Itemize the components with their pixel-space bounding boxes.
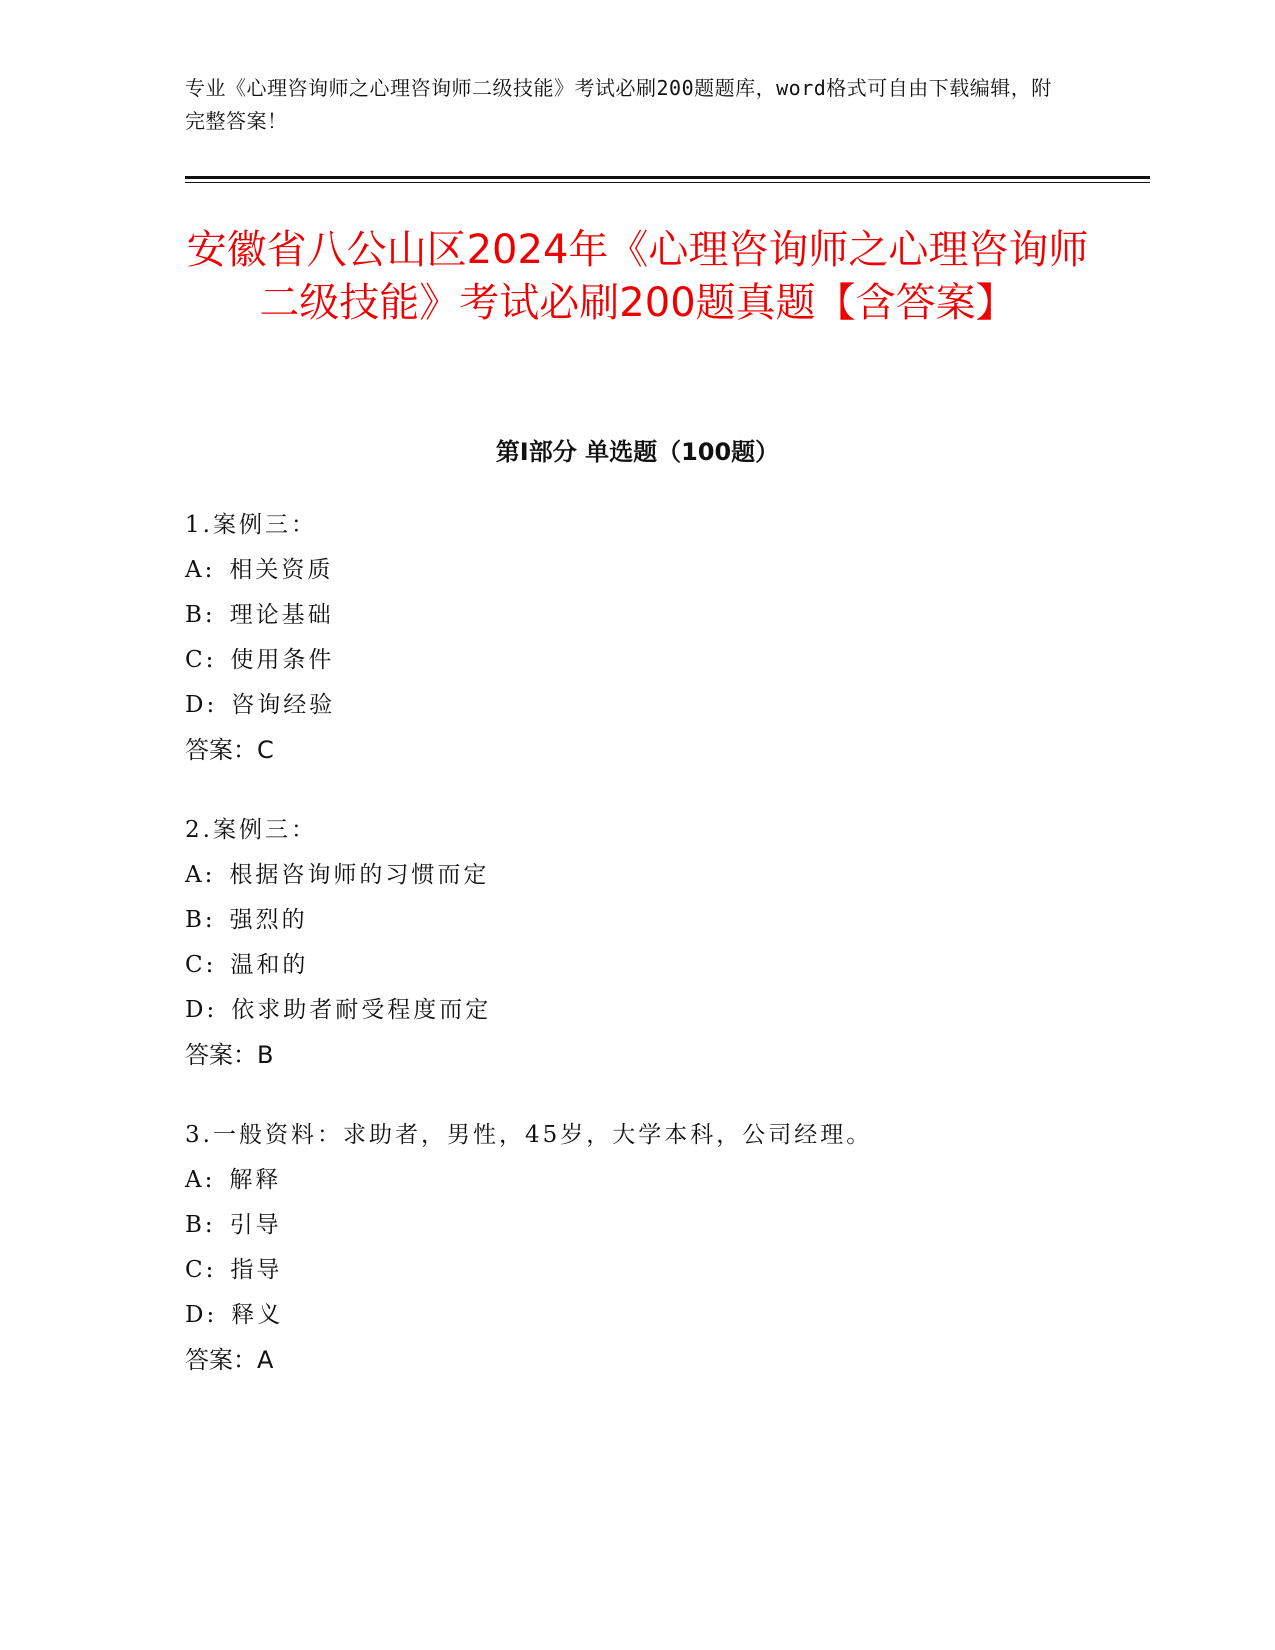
answer-line	[185, 1033, 1135, 1078]
option-text: 相关资质	[229, 557, 334, 583]
question-stem: 3.一般资料：求助者，男性，45岁，大学本科，公司经理。	[185, 1122, 873, 1148]
option-text: 解释	[229, 1167, 282, 1193]
option-key: B:	[185, 907, 216, 933]
option-c	[185, 638, 1135, 683]
option-key: A:	[185, 557, 216, 583]
option-text: 理论基础	[229, 602, 334, 628]
answer-value: A	[257, 1346, 274, 1374]
answer-line	[185, 1338, 1135, 1383]
answer-value: B	[257, 1041, 274, 1069]
header-rule-thin	[185, 182, 1150, 183]
option-a	[185, 1158, 1135, 1203]
option-b	[185, 593, 1135, 638]
question-3	[185, 1113, 1135, 1383]
option-text: 根据咨询师的习惯而定	[229, 862, 490, 888]
option-c	[185, 1248, 1135, 1293]
option-text: 温和的	[230, 952, 309, 978]
question-stem: 2.案例三：	[185, 817, 317, 843]
option-text: 依求助者耐受程度而定	[231, 997, 492, 1023]
answer-value: C	[257, 736, 274, 764]
option-c	[185, 943, 1135, 988]
option-key: C:	[185, 1257, 217, 1283]
option-a	[185, 853, 1135, 898]
answer-label: 答案：	[185, 736, 257, 764]
option-key: C:	[185, 952, 217, 978]
answer-line	[185, 728, 1135, 773]
question-stem: 1.案例三：	[185, 512, 317, 538]
answer-label: 答案：	[185, 1346, 257, 1374]
option-text: 咨询经验	[231, 692, 336, 718]
option-a	[185, 548, 1135, 593]
question-2	[185, 808, 1135, 1078]
answer-label: 答案：	[185, 1041, 257, 1069]
option-d	[185, 1293, 1135, 1338]
option-text: 释义	[231, 1302, 284, 1328]
option-text: 指导	[230, 1257, 283, 1283]
option-key: B:	[185, 602, 216, 628]
option-d	[185, 988, 1135, 1033]
option-key: C:	[185, 647, 217, 673]
option-b	[185, 1203, 1135, 1248]
option-key: B:	[185, 1212, 216, 1238]
option-key: D:	[185, 692, 218, 718]
header-rule-thick	[185, 176, 1150, 179]
option-text: 强烈的	[229, 907, 308, 933]
option-key: A:	[185, 1167, 216, 1193]
option-key: D:	[185, 997, 218, 1023]
intro-text: 专业《心理咨询师之心理咨询师二级技能》考试必刷200题题库，word格式可自由下载编辑，附完整答案！	[185, 76, 1052, 133]
option-key: D:	[185, 1302, 218, 1328]
section-title: 第Ⅰ部分 单选题（100题）	[495, 438, 780, 466]
question-1	[185, 503, 1135, 773]
document-title: 安徽省八公山区2024年《心理咨询师之心理咨询师二级技能》考试必刷200题真题【含答案】	[186, 227, 1089, 326]
option-b	[185, 898, 1135, 943]
option-key: A:	[185, 862, 216, 888]
option-text: 引导	[229, 1212, 282, 1238]
option-d	[185, 683, 1135, 728]
option-text: 使用条件	[230, 647, 335, 673]
